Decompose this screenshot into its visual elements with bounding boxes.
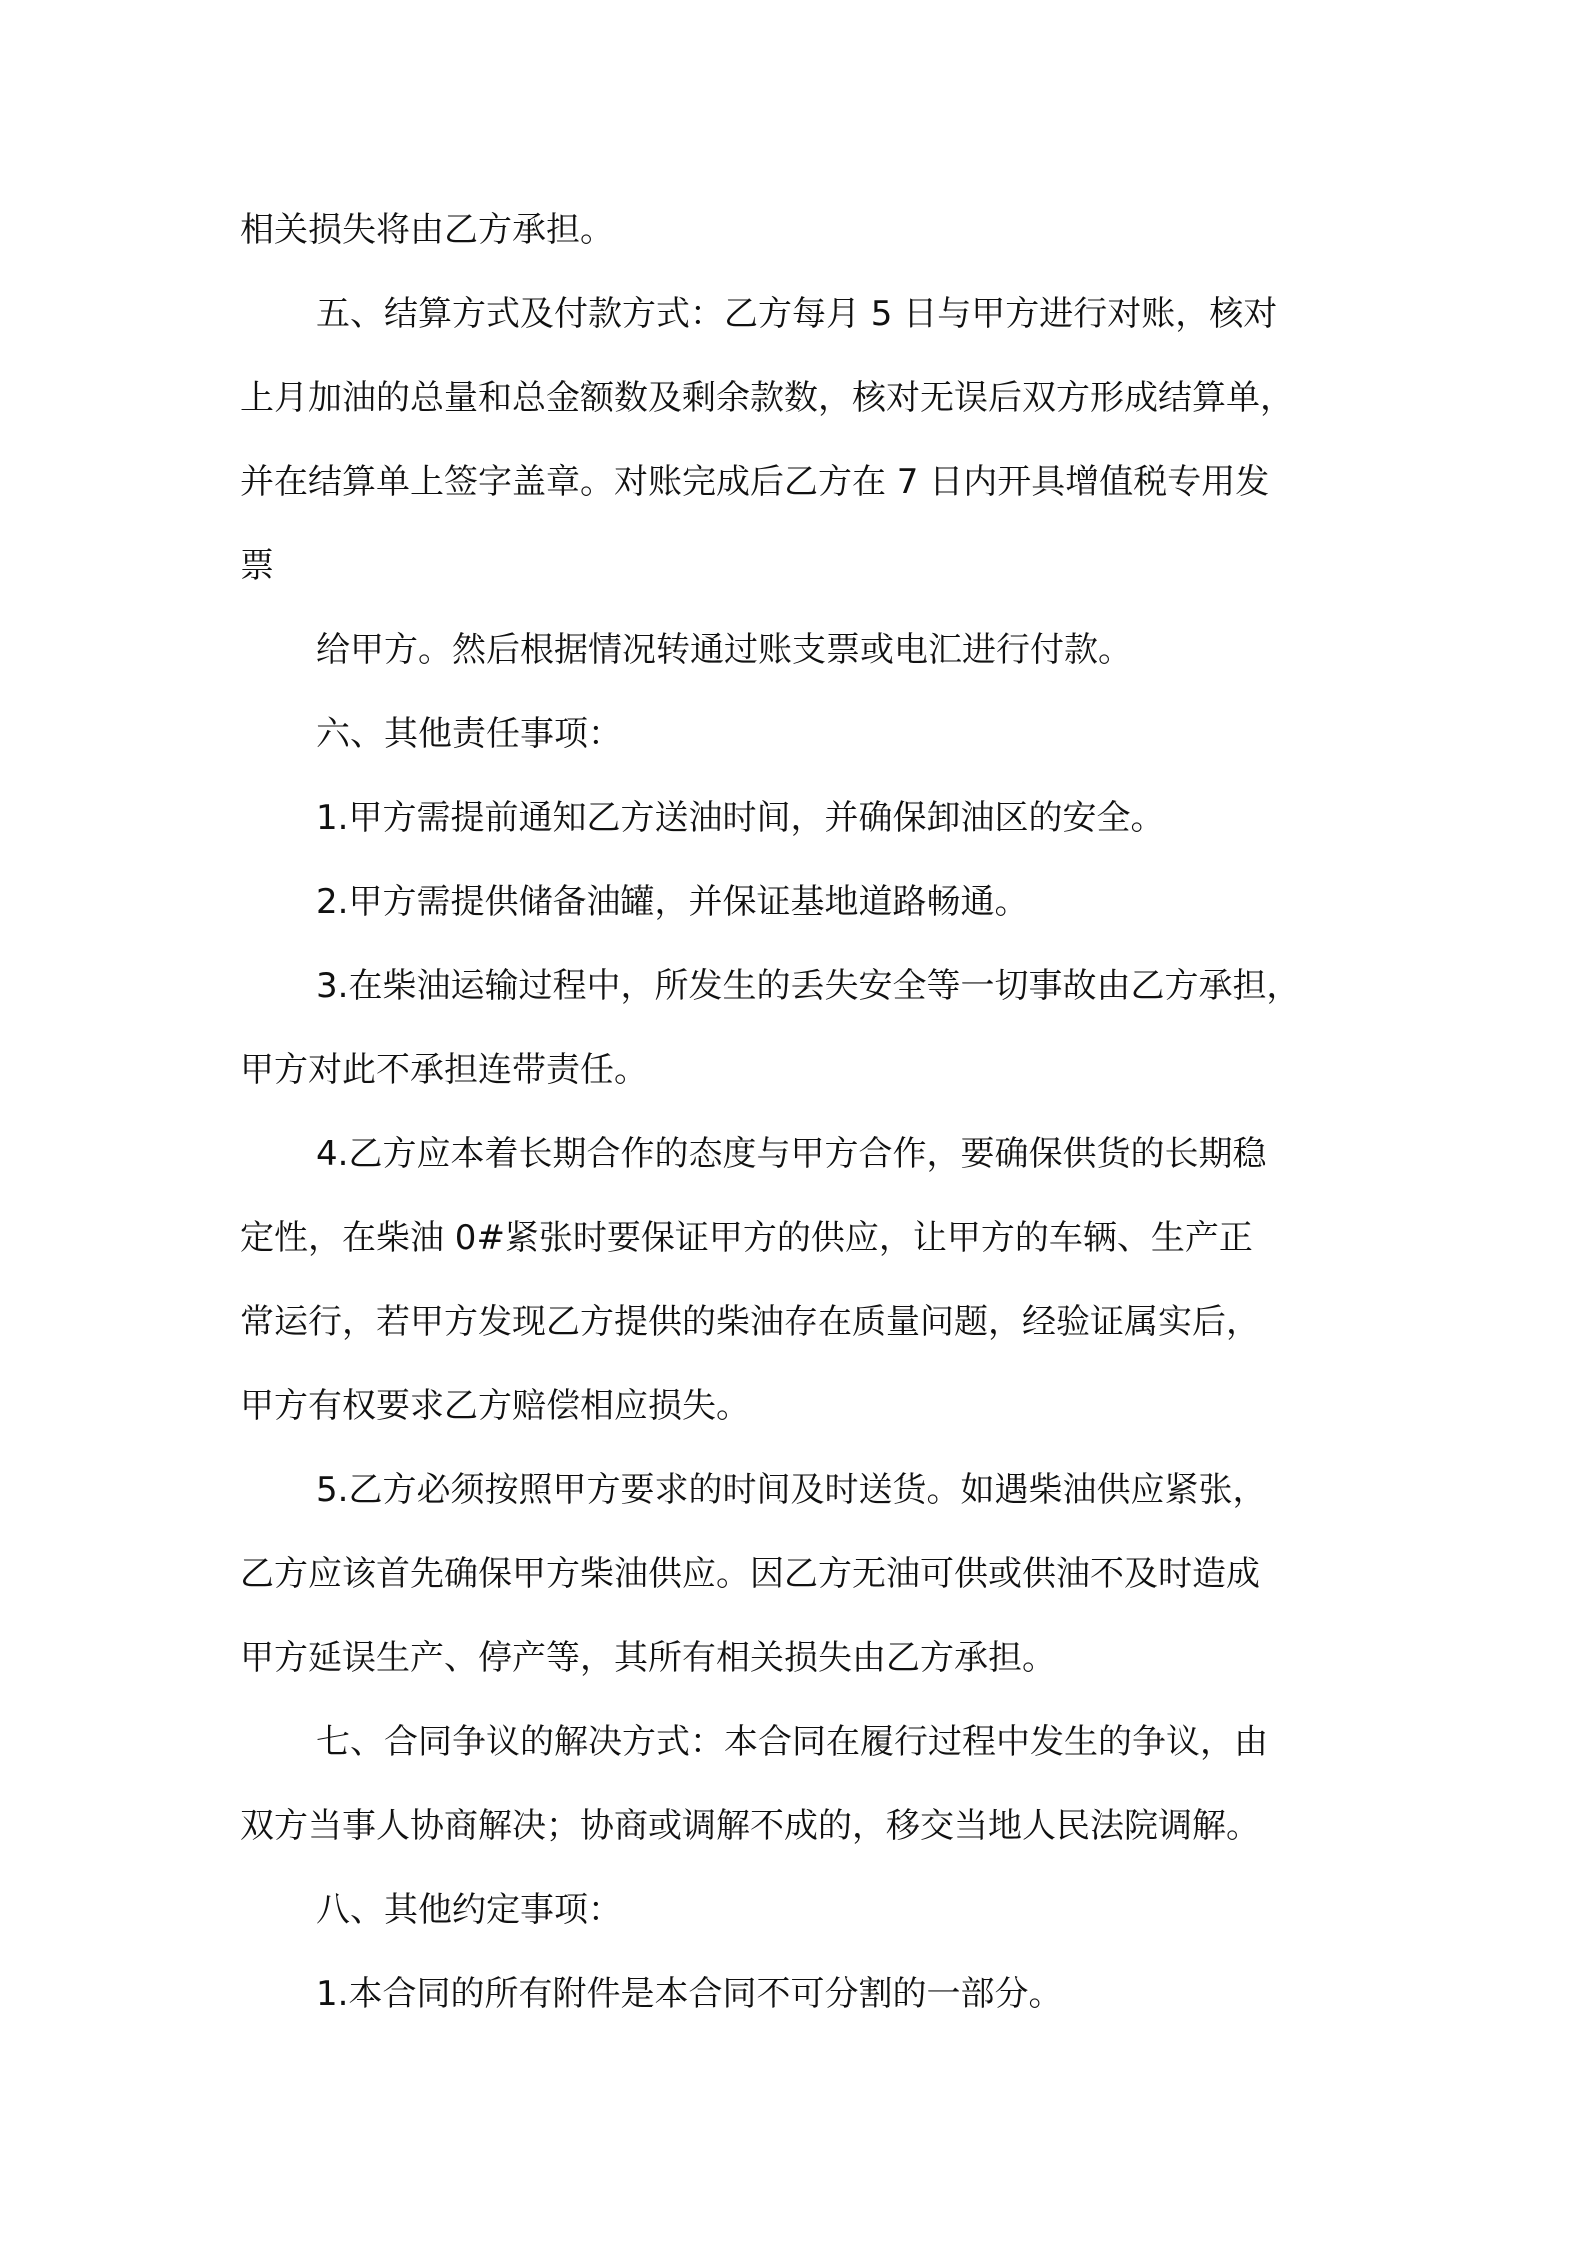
- text-line: 上月加油的总量和总金额数及剩余款数，核对无误后双方形成结算单，: [240, 378, 1294, 418]
- section-heading: 六、其他责任事项：: [316, 714, 622, 754]
- text-line: 七、合同争议的解决方式：本合同在履行过程中发生的争议，由: [316, 1722, 1268, 1762]
- text-line: 定性，在柴油 0#紧张时要保证甲方的供应，让甲方的车辆、生产正: [240, 1218, 1253, 1258]
- text-line: 票: [240, 546, 274, 586]
- text-line: 甲方对此不承担连带责任。: [240, 1050, 648, 1090]
- text-line: 2.甲方需提供储备油罐，并保证基地道路畅通。: [316, 882, 1029, 922]
- text-line: 乙方应该首先确保甲方柴油供应。因乙方无油可供或供油不及时造成: [240, 1554, 1260, 1594]
- text-line: 常运行，若甲方发现乙方提供的柴油存在质量问题，经验证属实后，: [240, 1302, 1260, 1342]
- text-line: 1.甲方需提前通知乙方送油时间，并确保卸油区的安全。: [316, 798, 1165, 838]
- section-heading: 八、其他约定事项：: [316, 1890, 622, 1930]
- text-line: 4.乙方应本着长期合作的态度与甲方合作，要确保供货的长期稳: [316, 1134, 1267, 1174]
- text-line: 并在结算单上签字盖章。对账完成后乙方在 7 日内开具增值税专用发: [240, 462, 1270, 502]
- text-line: 相关损失将由乙方承担。: [240, 210, 614, 250]
- text-line: 甲方延误生产、停产等，其所有相关损失由乙方承担。: [240, 1638, 1056, 1678]
- text-line: 给甲方。然后根据情况转通过账支票或电汇进行付款。: [316, 630, 1132, 670]
- text-line: 1.本合同的所有附件是本合同不可分割的一部分。: [316, 1974, 1063, 2014]
- text-line: 五、结算方式及付款方式：乙方每月 5 日与甲方进行对账，核对: [316, 294, 1278, 334]
- text-line: 双方当事人协商解决；协商或调解不成的，移交当地人民法院调解。: [240, 1806, 1260, 1846]
- document-body: [240, 188, 1360, 2036]
- text-line: 3.在柴油运输过程中，所发生的丢失安全等一切事故由乙方承担，: [316, 966, 1301, 1006]
- text-line: 5.乙方必须按照甲方要求的时间及时送货。如遇柴油供应紧张，: [316, 1470, 1267, 1510]
- text-line: 甲方有权要求乙方赔偿相应损失。: [240, 1386, 750, 1426]
